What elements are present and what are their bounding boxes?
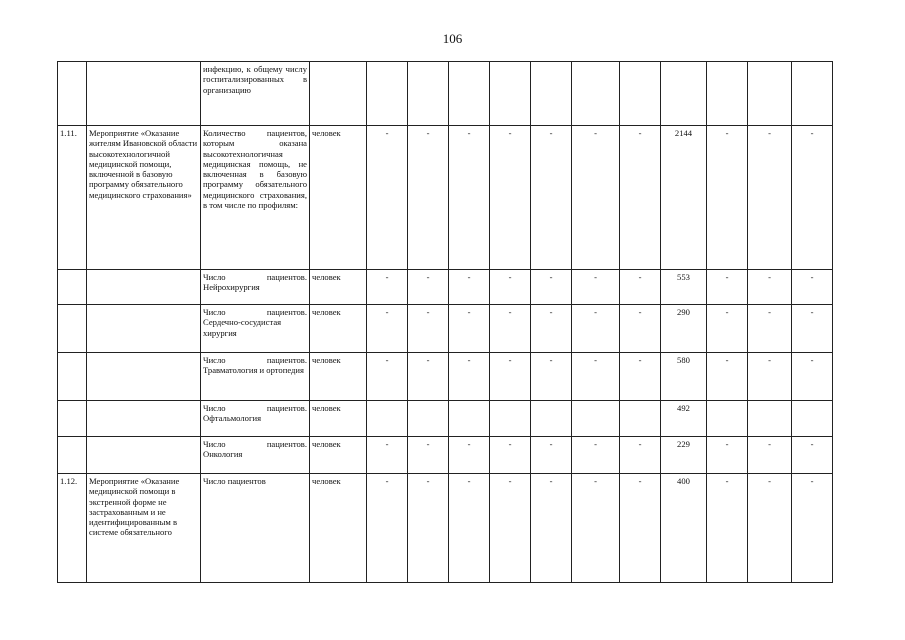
value-cell [661,62,707,126]
value-cell: - [531,270,572,305]
value-cell: - [490,126,531,270]
unit-cell: человек [310,474,367,583]
value-cell: - [408,270,449,305]
value-cell: 229 [661,437,707,474]
value-cell: - [531,437,572,474]
unit-cell: человек [310,305,367,353]
value-cell: - [707,437,748,474]
value-cell: - [408,437,449,474]
value-cell: - [531,474,572,583]
value-cell: 553 [661,270,707,305]
page-number: 106 [442,31,463,46]
event-cell [87,305,201,353]
value-cell: - [707,126,748,270]
unit-cell: человек [310,353,367,401]
value-cell [707,62,748,126]
value-cell: - [449,353,490,401]
indicator-cell: Число пациентов. Травматология и ортопедия [201,353,310,401]
value-cell: - [490,353,531,401]
value-cell: - [449,126,490,270]
table-row [58,353,833,401]
indicator-cell: Число пациентов. Офтальмология [201,401,310,437]
value-cell: - [748,474,792,583]
value-cell: - [367,305,408,353]
value-cell [490,401,531,437]
value-cell: - [572,437,620,474]
event-cell [87,401,201,437]
value-cell [367,62,408,126]
unit-cell: человек [310,401,367,437]
indicator-cell: Число пациентов. Онкология [201,437,310,474]
value-cell [408,401,449,437]
unit-cell: человек [310,126,367,270]
value-cell: - [620,437,661,474]
table-row [58,305,833,353]
value-cell: - [449,437,490,474]
value-cell: - [707,270,748,305]
row-number-cell [58,401,87,437]
value-cell: - [572,305,620,353]
row-number-cell: 1.11. [58,126,87,270]
value-cell [707,401,748,437]
value-cell [748,401,792,437]
value-cell [792,401,833,437]
table-row [58,270,833,305]
value-cell: - [792,270,833,305]
value-cell [449,62,490,126]
table-row [58,62,833,126]
value-cell [572,401,620,437]
value-cell [408,62,449,126]
indicator-cell: Число пациентов. Нейрохирургия [201,270,310,305]
value-cell: 492 [661,401,707,437]
row-number-cell: 1.12. [58,474,87,583]
value-cell: - [620,126,661,270]
value-cell: - [748,437,792,474]
value-cell: - [490,474,531,583]
value-cell: - [620,474,661,583]
value-cell [449,401,490,437]
value-cell: - [449,474,490,583]
value-cell: - [531,305,572,353]
value-cell: - [748,353,792,401]
value-cell: - [408,126,449,270]
row-number-cell [58,305,87,353]
indicator-cell: Число пациентов [201,474,310,583]
event-cell [87,62,201,126]
value-cell: - [531,126,572,270]
value-cell: - [449,305,490,353]
value-cell [620,62,661,126]
indicators-table [57,61,833,583]
event-cell [87,270,201,305]
value-cell: - [449,270,490,305]
unit-cell: человек [310,270,367,305]
value-cell: - [367,353,408,401]
event-cell: Мероприятие «Оказание медицинской помощи в экстренной форме не застрахованным и не идентифицированным в системе обязательного [87,474,201,583]
value-cell: - [792,437,833,474]
event-cell: Мероприятие «Оказание жителям Ивановской области высокотехнологичной медицинской помощи, включенной в базовую программу обязательного медицинского страхования» [87,126,201,270]
value-cell: - [620,305,661,353]
value-cell: 290 [661,305,707,353]
value-cell: - [572,474,620,583]
value-cell: 2144 [661,126,707,270]
value-cell [531,401,572,437]
value-cell: - [572,270,620,305]
indicator-cell: инфекцию, к общему числу госпитализированных в организацию [201,62,310,126]
value-cell: - [620,353,661,401]
table-row [58,474,833,583]
value-cell [620,401,661,437]
unit-cell: человек [310,437,367,474]
value-cell: - [707,474,748,583]
value-cell: - [620,270,661,305]
value-cell: - [490,437,531,474]
value-cell: - [367,270,408,305]
table-row [58,126,833,270]
value-cell [572,62,620,126]
value-cell: - [408,474,449,583]
value-cell [748,62,792,126]
value-cell: - [367,437,408,474]
event-cell [87,353,201,401]
row-number-cell [58,270,87,305]
value-cell: - [367,474,408,583]
value-cell [531,62,572,126]
indicator-cell: Количество пациентов, которым оказана высокотехнологичная медицинская помощь, не включенная в базовую программу обязательного медицинского страхования, в том числе по профилям: [201,126,310,270]
value-cell: - [408,353,449,401]
table-row [58,401,833,437]
value-cell: - [367,126,408,270]
value-cell: - [748,126,792,270]
table-row [58,437,833,474]
value-cell: - [792,353,833,401]
value-cell: - [792,126,833,270]
unit-cell [310,62,367,126]
value-cell: - [748,305,792,353]
value-cell: - [572,126,620,270]
value-cell: - [490,305,531,353]
indicator-cell: Число пациентов. Сердечно-сосудистая хирургия [201,305,310,353]
value-cell: - [792,305,833,353]
row-number-cell [58,62,87,126]
event-cell [87,437,201,474]
value-cell: 580 [661,353,707,401]
value-cell [792,62,833,126]
value-cell [490,62,531,126]
row-number-cell [58,353,87,401]
value-cell: - [792,474,833,583]
value-cell: - [572,353,620,401]
value-cell: - [707,305,748,353]
value-cell: - [748,270,792,305]
value-cell [367,401,408,437]
row-number-cell [58,437,87,474]
value-cell: - [490,270,531,305]
value-cell: - [408,305,449,353]
value-cell: - [531,353,572,401]
value-cell: - [707,353,748,401]
value-cell: 400 [661,474,707,583]
